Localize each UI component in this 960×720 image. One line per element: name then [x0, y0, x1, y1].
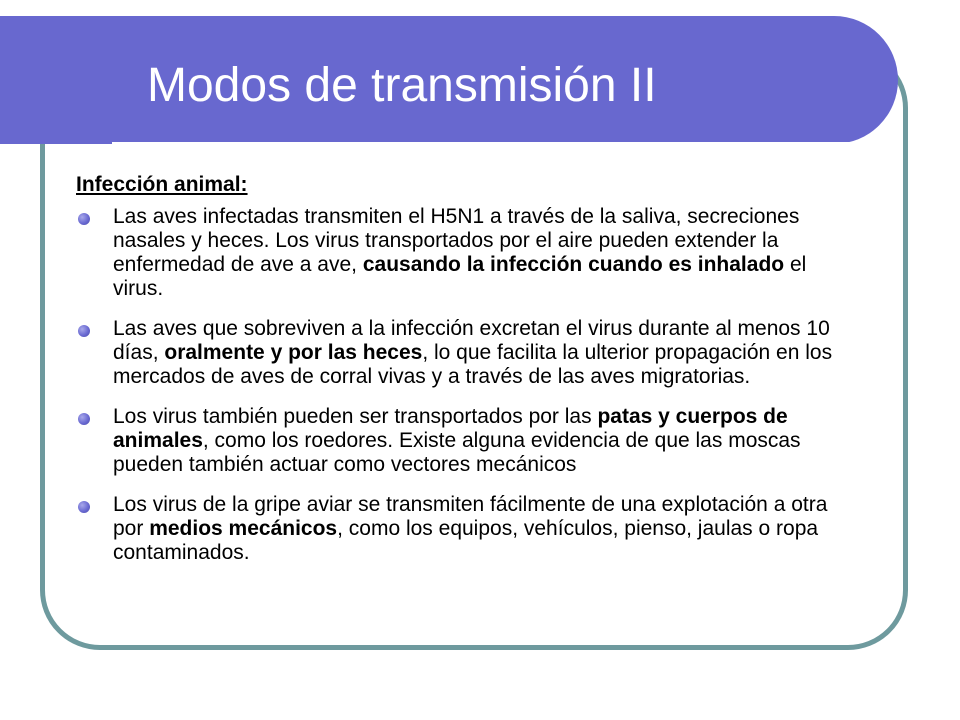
bullet-text: , como los roedores. Existe alguna evidencia de que las moscas pueden también actuar como vectores mecánicos: [113, 429, 801, 476]
bullet-item: [76, 317, 846, 389]
bullet-text: , lo que facilita la ulterior propagación en los mercados de aves de corral vivas y a través de las aves migratorias.: [113, 341, 833, 388]
bullet-item: [76, 405, 846, 477]
bullet-text: Los virus de la gripe aviar se transmiten fácilmente de una explotación a otra por: [113, 493, 828, 540]
bullet-item: [76, 493, 846, 565]
bullet-icon: [78, 413, 90, 425]
bullet-text: Los virus también pueden ser transportados por las: [113, 405, 598, 428]
bullet-text: Las aves que sobreviven a la infección excretan el virus durante al menos 10 días,: [113, 317, 830, 364]
bullet-icon: [78, 501, 90, 513]
bullet-bold-text: patas y cuerpos de animales: [113, 405, 788, 452]
bullet-list: [76, 205, 846, 565]
bullet-text: el virus.: [113, 253, 807, 300]
bullet-icon: [78, 325, 90, 337]
section-subheading: Infección animal:: [76, 173, 248, 196]
slide-content: [76, 170, 846, 581]
slide-title: Modos de transmisión II: [147, 59, 657, 112]
bullet-icon: [78, 213, 90, 225]
title-bar: [0, 16, 898, 144]
title-underline: [112, 142, 850, 147]
bullet-bold-text: medios mecánicos: [149, 517, 338, 540]
bullet-item: [76, 205, 846, 301]
bullet-bold-text: causando la infección cuando es inhalado: [362, 253, 785, 276]
bullet-text: Las aves infectadas transmiten el H5N1 a través de la saliva, secreciones nasales y heces. Los virus transportados por el aire pueden extender la enfermedad de ave a ave,: [113, 205, 800, 276]
bullet-bold-text: oralmente y por las heces: [164, 341, 423, 364]
bullet-text: , como los equipos, vehículos, pienso, jaulas o ropa contaminados.: [113, 517, 819, 564]
